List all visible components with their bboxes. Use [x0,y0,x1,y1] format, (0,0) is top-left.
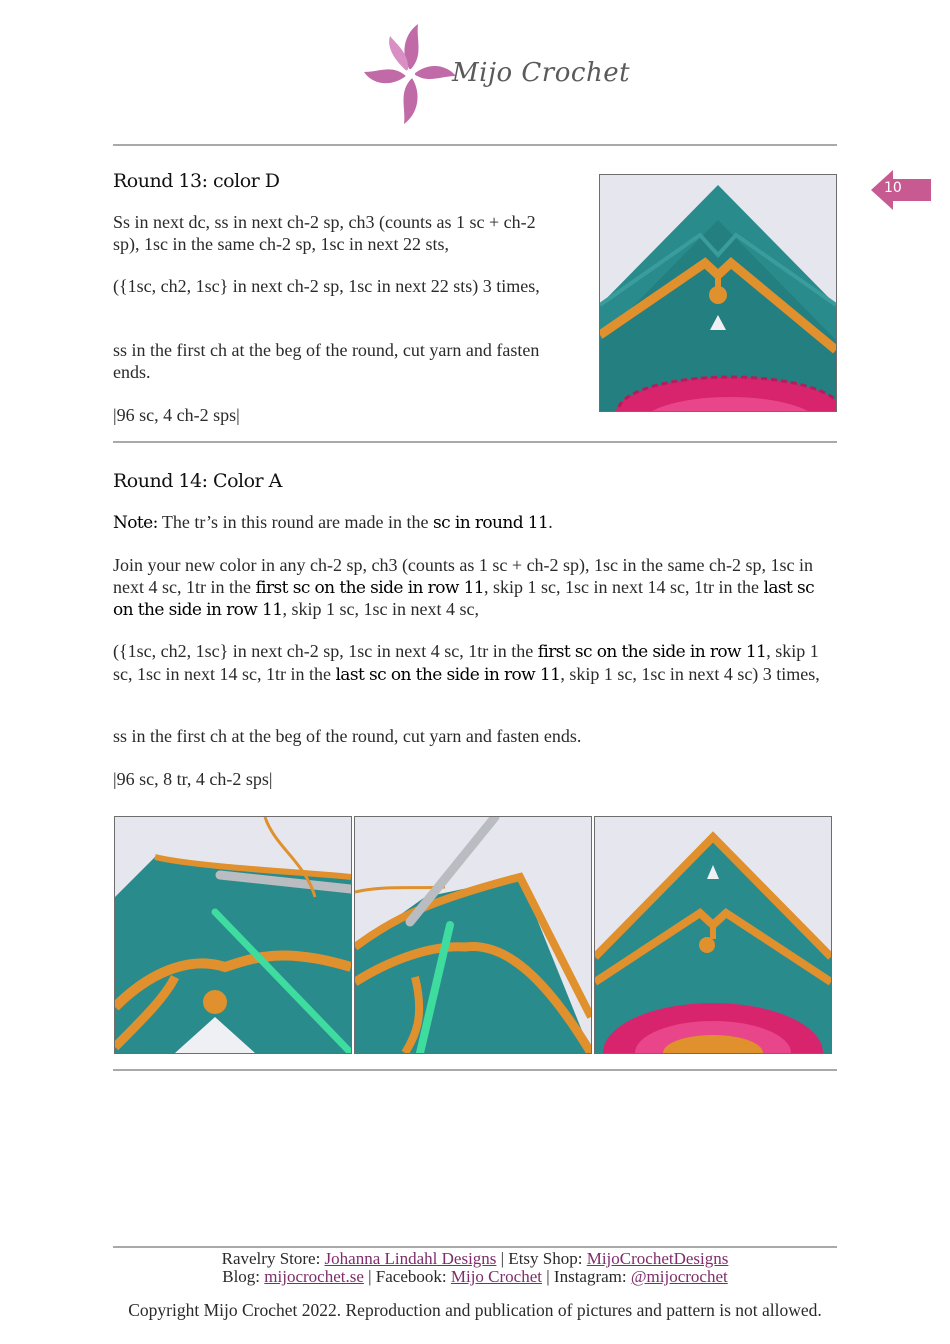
footer-stores: Ravelry Store: Johanna Lindahl Designs | Etsy Shop: MijoCrochetDesigns [221,1249,729,1268]
footer-social: Blog: mijocrochet.se | Facebook: Mijo Crochet | Instagram: @mijocrochet [222,1267,728,1286]
round-14-photo-1 [114,816,352,1054]
round-13-photo [599,174,837,412]
round-14-note: Note: The tr’s in this round are made in the sc in round 11. [113,512,553,533]
facebook-link[interactable]: Mijo Crochet [450,1267,543,1286]
divider [113,1069,837,1071]
logo-wordmark: Mijo Crochet [452,58,631,88]
divider [113,144,837,146]
instagram-link[interactable]: @mijocrochet [630,1267,728,1286]
round-13-title: Round 13: color D [113,170,280,192]
ravelry-link[interactable]: Johanna Lindahl Designs [324,1249,497,1268]
note-label: Note: [113,513,158,533]
round-13-step-2: ({1sc, ch2, 1sc} in next ch-2 sp, 1sc in next 22 sts) 3 times, [113,276,540,296]
round-14-photo-2 [354,816,592,1054]
round-14-step-1: Join your new color in any ch-2 sp, ch3 (counts as 1 sc + ch-2 sp), 1sc in the same ch-2 sp, 1sc in next 4 sc, 1tr in the first sc on the side in row 11, skip 1 sc, 1sc in next 14 sc, 1tr in the last sc on the side in row 11, skip 1 sc, 1sc in next 4 sc, [113,555,815,620]
copyright-notice: Copyright Mijo Crochet 2022. Reproduction and publication of pictures and pattern is not allowed. [128,1300,822,1320]
etsy-link[interactable]: MijoCrochetDesigns [586,1249,729,1268]
round-14-step-3: ss in the first ch at the beg of the round, cut yarn and fasten ends. [113,726,582,746]
round-13-step-3: ss in the first ch at the beg of the round, cut yarn and fasten ends. [113,340,540,382]
round-13-stitch-count: |96 sc, 4 ch-2 sps| [113,405,240,425]
divider [113,441,837,443]
round-13-step-1: Ss in next dc, ss in next ch-2 sp, ch3 (counts as 1 sc + ch-2 sp), 1sc in the same ch-2 sp, 1sc in next 22 sts, [113,212,536,254]
round-14-step-2: ({1sc, ch2, 1sc} in next ch-2 sp, 1sc in next 4 sc, 1tr in the first sc on the side in row 11, skip 1 sc, 1sc in next 14 sc, 1tr in the last sc on the side in row 11, skip 1 sc, 1sc in next 4 sc) 3 times, [113,641,820,685]
round-14-photo-3 [594,816,832,1054]
round-14-title: Round 14: Color A [113,470,282,492]
page-number: 10 [884,180,902,196]
round-14-stitch-count: |96 sc, 8 tr, 4 ch-2 sps| [113,769,273,789]
blog-link[interactable]: mijocrochet.se [264,1267,364,1286]
note-emphasis: sc in round 11 [433,513,549,533]
footer-divider [113,1246,837,1248]
